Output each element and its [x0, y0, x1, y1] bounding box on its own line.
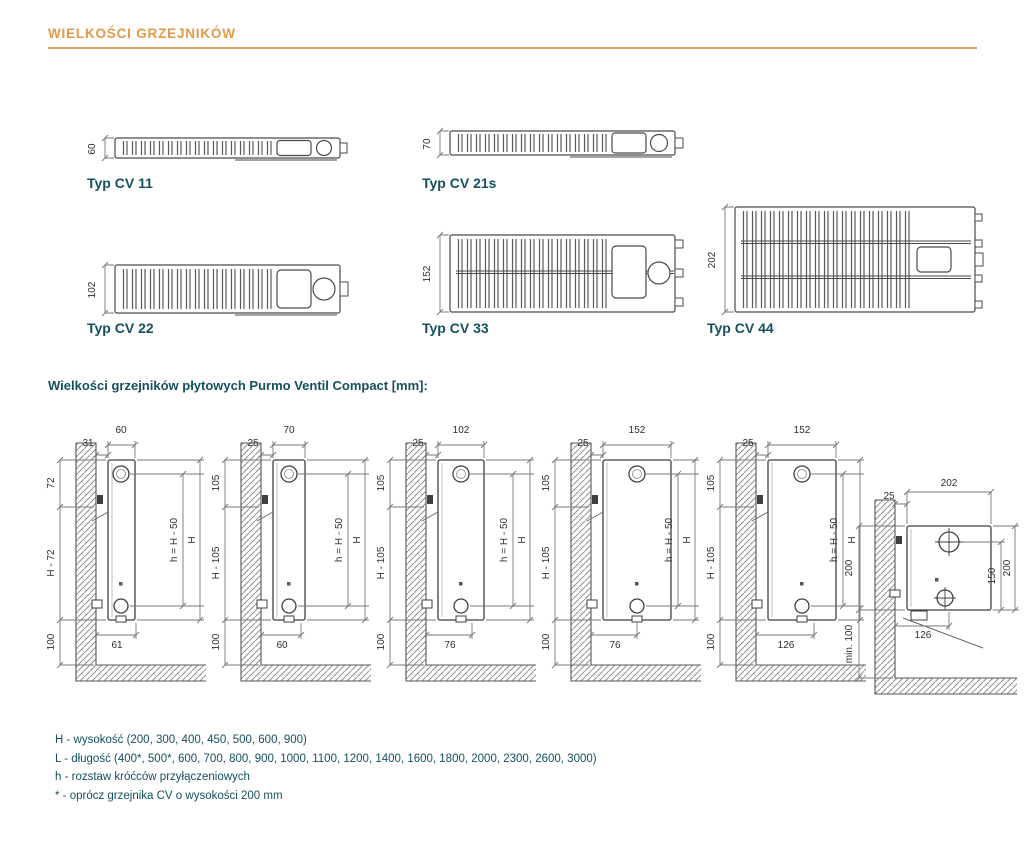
- dim-top-width: 152: [628, 425, 646, 436]
- section-subtitle: Wielkości grzejników płytowych Purmo Ventil Compact [mm]:: [48, 378, 428, 393]
- dim-top-width: 70: [283, 425, 295, 436]
- title-divider: [48, 47, 977, 49]
- legend-line-l: L - długość (400*, 500*, 600, 700, 800, 900, 1000, 1100, 1200, 1400, 1600, 1800, 2000, 2300, 2600, 3000): [55, 752, 597, 765]
- top-view-cv11: [85, 125, 350, 200]
- dim-upper: 72: [46, 477, 57, 489]
- dim-bottom: 60: [276, 640, 288, 651]
- dim-lower: 100: [706, 633, 717, 651]
- dim-upper: 105: [706, 474, 717, 492]
- radiator-panel: [422, 460, 484, 622]
- dim-height: H: [847, 536, 858, 544]
- top-view-cv22: [85, 252, 350, 347]
- radiator-panel: [752, 460, 836, 622]
- dim-pipe-spacing: h = H - 50: [499, 517, 510, 563]
- dim-wall-offset: 31: [82, 438, 94, 449]
- radiator-body: [115, 265, 348, 315]
- cv11-top-view-drawing: [85, 133, 350, 178]
- top-view-cv33: [420, 222, 685, 347]
- dim-pipe-spacing: h = H - 50: [334, 517, 345, 563]
- mounting-detail-view: [845, 478, 1025, 698]
- dim-pipe-spacing: h = H - 50: [169, 517, 180, 563]
- dim-bottom: 76: [609, 640, 621, 651]
- type-label-cv33: Typ CV 33: [422, 320, 489, 336]
- dimension-lines: [722, 204, 734, 315]
- dim-lower: 100: [211, 633, 222, 651]
- dim-top-width: 102: [452, 425, 470, 436]
- cv33-top-view-drawing: [420, 230, 685, 322]
- type-label-cv44: Typ CV 44: [707, 320, 774, 336]
- dim-bottom: 76: [444, 640, 456, 651]
- dim-depth: 202: [707, 251, 718, 269]
- dim-lower: 100: [541, 633, 552, 651]
- radiator-body: [450, 131, 683, 157]
- dim-height: H: [187, 536, 198, 544]
- dim-middle: H - 72: [46, 549, 57, 577]
- type-label-cv11: Typ CV 11: [87, 175, 153, 191]
- cv44-top-view-drawing: [705, 202, 985, 322]
- legend-line-note: * - oprócz grzejnika CV o wysokości 200 mm: [55, 789, 283, 802]
- dim-depth: 70: [422, 138, 433, 150]
- side-view-1: [48, 425, 218, 690]
- dim-depth: 152: [422, 265, 433, 283]
- radiator-section: [890, 526, 991, 620]
- legend-line-h: H - wysokość (200, 300, 400, 450, 500, 600, 900): [55, 734, 307, 746]
- dim-outer-height: 200: [1002, 559, 1013, 577]
- dim-depth: 60: [87, 143, 98, 155]
- dim-wall-offset: 25: [883, 491, 895, 502]
- side-view-2: [213, 425, 383, 690]
- radiator-body: [450, 235, 683, 312]
- dimension-lines: [437, 128, 449, 158]
- radiator-panel: [92, 460, 135, 622]
- top-view-cv21s: [420, 118, 685, 200]
- side-view-4: [543, 425, 713, 690]
- dim-pipe-spacing: h = H - 50: [664, 517, 675, 563]
- dim-wall-offset: 25: [577, 438, 589, 449]
- dimension-lines: [102, 262, 114, 316]
- dim-bottom: 126: [914, 630, 932, 641]
- dim-middle: H - 105: [706, 546, 717, 580]
- dim-lower: 100: [376, 633, 387, 651]
- dim-inner-height: 150: [987, 567, 998, 585]
- dim-height: H: [682, 536, 693, 544]
- dim-height: H: [352, 536, 363, 544]
- dimension-lines: [437, 232, 449, 315]
- radiator-body: [115, 138, 347, 160]
- type-label-cv22: Typ CV 22: [87, 320, 154, 336]
- dim-middle: H - 105: [376, 546, 387, 580]
- dim-middle: H - 105: [211, 546, 222, 580]
- dim-wall-offset: 25: [412, 438, 424, 449]
- dim-top-width: 60: [115, 425, 127, 436]
- dim-left-height: 200: [844, 559, 855, 577]
- page-title: WIELKOŚCI GRZEJNIKÓW: [48, 26, 236, 41]
- cv21s-top-view-drawing: [420, 126, 685, 175]
- dim-height: H: [517, 536, 528, 544]
- radiator-panel: [587, 460, 671, 622]
- legend: [55, 731, 597, 805]
- side-view-3: [378, 425, 548, 690]
- top-view-cv44: [705, 194, 985, 349]
- dimension-lines: [102, 135, 114, 161]
- dim-upper: 105: [541, 474, 552, 492]
- type-label-cv21s: Typ CV 21s: [422, 175, 497, 191]
- dim-pipe-spacing: h = H - 50: [829, 517, 840, 563]
- cv22-top-view-drawing: [85, 260, 350, 322]
- dim-lower: 100: [46, 633, 57, 651]
- legend-line-spacing: h - rozstaw króćców przyłączeniowych: [55, 771, 250, 783]
- dim-left-clearance: min. 100: [844, 624, 855, 664]
- dim-bottom: 61: [111, 640, 123, 651]
- dim-middle: H - 105: [541, 546, 552, 580]
- dim-bottom: 126: [777, 640, 795, 651]
- radiator-panel: [257, 460, 305, 622]
- dim-upper: 105: [376, 474, 387, 492]
- dim-upper: 105: [211, 474, 222, 492]
- dim-wall-offset: 25: [742, 438, 754, 449]
- dim-depth: 102: [87, 281, 98, 299]
- dim-top-width: 202: [940, 478, 958, 489]
- dim-top-width: 152: [793, 425, 811, 436]
- dim-wall-offset: 25: [247, 438, 259, 449]
- radiator-body: [735, 207, 983, 312]
